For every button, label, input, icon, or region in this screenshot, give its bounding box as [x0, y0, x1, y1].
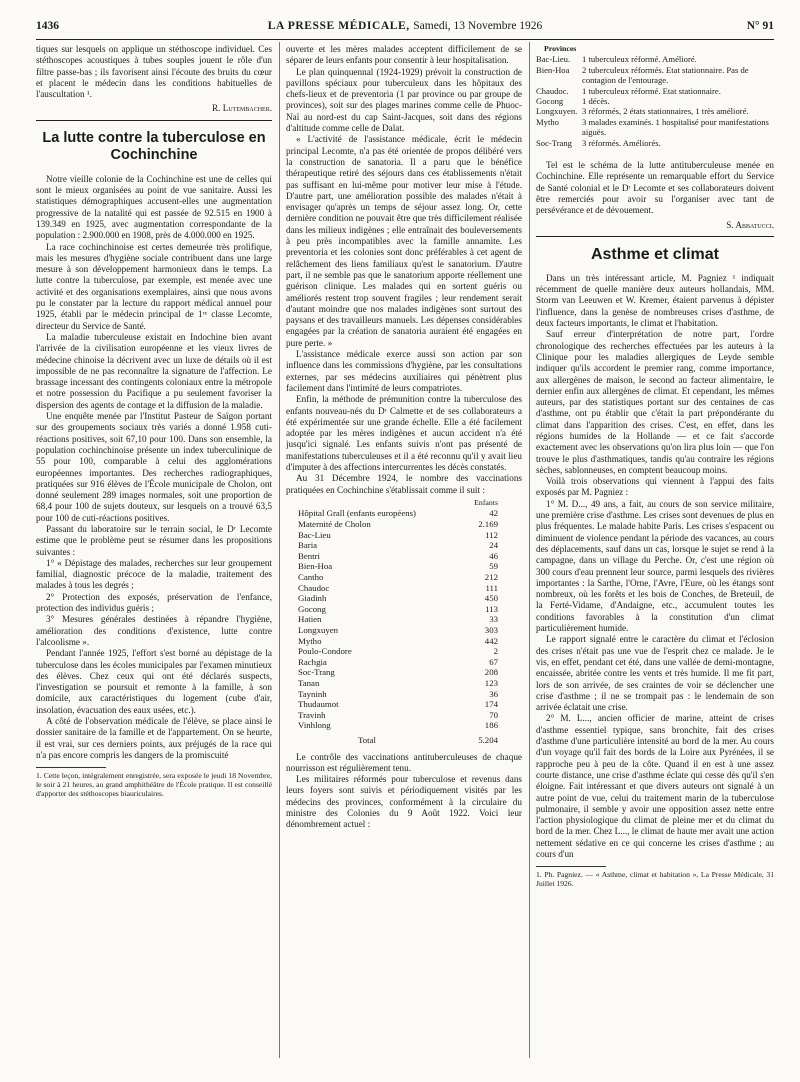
table-row	[298, 604, 498, 615]
province-status: 1 tuberculeux réformé. Etat stationnaire.	[582, 85, 721, 96]
province-status: 3 réformés. Améliorés.	[582, 137, 661, 148]
table-row	[298, 720, 498, 731]
vaccination-place: Baria	[298, 540, 318, 551]
paragraph: Le contrôle des vaccinations antituberculeuses de chaque nourrisson est régulièrement tenu.	[286, 751, 522, 773]
page-number: 1436	[36, 20, 59, 32]
paragraph: ouverte et les mères malades acceptent difficilement de se séparer de leurs enfants pour consentir à leur hospitalisation.	[286, 44, 522, 66]
table-row	[298, 530, 498, 541]
table-row	[298, 710, 498, 721]
footnote-rule	[536, 866, 606, 867]
province-status: 1 décès.	[582, 96, 610, 107]
table-row	[298, 508, 498, 519]
paragraph: Notre vieille colonie de la Cochinchine est une de celles qui sont le mieux organisées au point de vue sanitaire. Aussi les statistiques démographiques accusent-elles une augmentation progressive de la natalité qui est passée de 92.515 en 1900 à 139.349 en 1925, avec augmentation correspondante de la population : 2.900.000 en 1908, près de 4.000.000 en 1925.	[36, 173, 272, 241]
vaccination-count: 174	[484, 699, 498, 710]
proposition-1: 1° « Dépistage des malades, recherches sur leur groupement familial, diagnostic précoce de la maladie, traitement des malades à tous les degrés ;	[36, 557, 272, 591]
paragraph: La race cochinchinoise est certes demeurée très prolifique, mais les mesures d'hygiène sociale contribuent dans une large mesure à son développement harmonieux dans le temps. La lutte contre la tuberculose, par exemple, est menée avec une activité et des organisations exemplaires, ainsi que nous avons pu le constater par la lecture du rapport médical annuel pour 1925, établi par le médecin principal de 1ʳᵉ classe Lecomte, directeur du Service de Santé.	[36, 241, 272, 331]
paragraph: Au 31 Décembre 1924, le nombre des vaccinations pratiquées en Cochinchine s'établissait comme il suit :	[286, 473, 522, 495]
table-row	[298, 646, 498, 657]
vaccination-place: Poulo-Condore	[298, 646, 352, 657]
paragraph: Sauf erreur d'interprétation de notre part, l'ordre chronologique des recherches effectuées par les auteurs à la Clinique pour les maladies allergiques de Leyde semble indiquer qu'ils accordent le premier rang, comme importance, aux allergènes de maison, le second au facteur alimentaire, le dernier enfin aux allergènes de climat. Et cependant, les mêmes auteurs, par des statistiques portant sur des centaines de cas d'asthme, ont pu établir que c'était la part prépondérante du climat dans l'apparition des crises. C'est, en effet, dans les régions humides de la Hollande — et ce fait s'accorde exactement avec les observations qu'on lira plus loin — que l'on trouve le plus d'asthmatiques, tandis qu'au contraire les régions sèches, sablonneuses, en comptent beaucoup moins.	[536, 329, 774, 475]
province-row	[536, 54, 774, 64]
table-row	[298, 678, 498, 689]
vaccination-place: Gocong	[298, 603, 326, 614]
vaccination-place: Chaudoc	[298, 582, 330, 593]
column-1	[36, 44, 272, 1054]
carryover-signature: R. Lutembacher.	[212, 103, 272, 114]
newspaper-page	[36, 18, 774, 1068]
vaccination-place: Giadinh	[298, 593, 327, 604]
vaccination-place: Bentri	[298, 550, 320, 561]
table-header-enfants: Enfants	[474, 497, 498, 507]
table-row	[298, 614, 498, 625]
provinces-header-row	[536, 44, 774, 54]
province-name: Bac-Lieu.	[536, 54, 571, 65]
vaccination-count: 36	[489, 688, 498, 699]
vaccination-count: 208	[484, 667, 498, 678]
table-row	[298, 667, 498, 678]
province-name: Gocong	[536, 96, 564, 107]
province-name: Soc-Trang	[536, 137, 572, 148]
total-value: 5.204	[478, 734, 498, 745]
column-2	[286, 44, 522, 1054]
vaccination-count: 123	[484, 677, 498, 688]
table-row	[298, 572, 498, 583]
vaccination-place: Thudaumot	[298, 699, 339, 710]
issue-number: N° 91	[746, 20, 774, 32]
column-rule-2	[529, 42, 530, 1058]
article-separator	[536, 236, 774, 237]
table-total-row	[298, 731, 498, 746]
province-name: Mytho	[536, 116, 559, 127]
province-row	[536, 65, 774, 86]
provinces-table	[536, 44, 774, 148]
vaccination-place: Cantho	[298, 572, 324, 583]
proposition-2: 2° Protection des exposés, préservation de l'enfance, protection des individus guéris ;	[36, 591, 272, 614]
column-rule-1	[279, 42, 280, 1058]
carryover-paragraph: tiques sur lesquels on applique un stéthoscope individuel. Ces stéthoscopes acoustiques à tubes souples jouent le rôle d'un filtre passe-bas ; ils favorisent ainsi l'écoute des bruits du cœur et placent le médecin dans les conditions habituelles de l'auscultation ¹.	[36, 44, 272, 100]
table-row	[298, 657, 498, 668]
vaccination-count: 303	[484, 625, 498, 635]
vaccination-place: Tanan	[298, 677, 320, 688]
paragraph: A côté de l'observation médicale de l'élève, se place ainsi le dossier sanitaire de la famille et de l'appartement. On se heurte, il est vrai, sur ces derniers points, aux préjugés de la race qui n'a pas encore compris les dangers de la promiscuité	[36, 716, 272, 760]
vaccination-count: 212	[484, 572, 498, 583]
paragraph: Enfin, la méthode de prémunition contre la tuberculose des enfants nouveau-nés du Dʳ Calmette et de ses collaborateurs a été expérimentée sur une grande échelle. Elle a été facilement adoptée par les mères indigènes et aucun accident n'a été jusqu'ici signalé. Les enfants suivis n'ont pas présenté de manifestations tuberculeuses et il a été reconnu qu'il y avait lieu d'imputer à des affections intercurrentes les décès constatés.	[286, 394, 522, 472]
table-row	[298, 551, 498, 562]
paragraph: La maladie tuberculeuse existait en Indochine bien avant l'arrivée de la civilisation européenne et les vieux livres de médecine chinoise la décrivent avec un luxe de détails où il est impossible de ne pas reconnaître la signature de l'affection. Le brassage incessant des contingents coloniaux entre la métropole et notre possession du Pacifique a pu seulement favoriser la dispersion des agents de contage et la diffusion de la maladie.	[36, 331, 272, 410]
paragraph: Une enquête menée par l'Institut Pasteur de Saïgon portant sur des groupements sociaux très variés a donné 1.958 cuti-réactions positives, soit 67,10 pour 100. Dans son ensemble, la population cochinchinoise présente un index tuberculinique de 55 pour 100, comparable à celui des agglomérations européennes importantes. Des recherches radiographiques, pratiquées sur 916 élèves de l'École municipale de Cholon, ont donné seulement 289 images normales, soit une proportion de 68,4 pour 100 de sujets douteux, sur lesquels on a trouvé 63,5 pour 100 de cuti-réactions positives.	[36, 411, 272, 523]
paragraph: Passant du laboratoire sur le terrain social, le Dʳ Lecomte estime que le problème peut se résumer dans les propositions suivantes :	[36, 523, 272, 557]
table-row	[298, 519, 498, 530]
province-name: Bien-Hoa	[536, 64, 570, 75]
province-name: Chaudoc.	[536, 85, 569, 96]
vaccination-place: Bac-Lieu	[298, 529, 331, 540]
vaccinations-table	[298, 498, 498, 746]
vaccination-count: 112	[485, 529, 498, 540]
paragraph: Le rapport signalé entre le caractère du climat et l'éclosion des crises n'était pas une vue de l'esprit chez ce malade. Je le vis, en effet, pendant cet été, dans une vallée de demi-montagne, encaissée, abritée contre les vents et très humide. Il me fit part, lors de son arrivée, de ses craintes de voir se déclencher une crise d'asthme ; il ne se trompait pas : le lendemain de son arrivée éclatait une crise.	[536, 634, 774, 713]
vaccination-count: 450	[484, 593, 498, 604]
province-row	[536, 96, 774, 106]
table-row	[298, 699, 498, 710]
vaccination-count: 24	[489, 540, 498, 551]
vaccination-place: Maternité de Cholon	[298, 519, 371, 530]
table-row	[298, 561, 498, 572]
journal-name: LA PRESSE MÉDICALE,	[267, 20, 410, 32]
vaccination-count: 42	[489, 508, 498, 519]
vaccination-count: 70	[489, 709, 498, 720]
total-label: Total	[358, 734, 376, 745]
paragraph: Pendant l'année 1925, l'effort s'est borné au dépistage de la tuberculose dans les écoles municipales par l'examen minutieux des élèves. Chez ceux qui ont été déclarés suspects, l'investigation se poursuit et remonte à la famille, à son domicile, aux caractéristiques du logement (cube d'air, insolation, évacuation des eaux usées, etc.).	[36, 648, 272, 715]
vaccination-count: 46	[489, 550, 498, 561]
observation-1: 1° M. D..., 49 ans, a fait, au cours de son service militaire, une première crise d'asthme. Les crises sont devenues de plus en plus fréquentes. Le malade habite Paris. Les crises s'espacent ou diminuent de violence pendant la période des vacances, au cours des déplacements, sauf dans un cas, lorsque le sujet se rend à la campagne, dans un village du Perche. Or, c'est une région où 300 cours d'eau prennent leur source, parmi lesquels des rivières importantes : la Sarthe, l'Orne, l'Avre, l'Eure, où les étangs sont nombreux, où les forêts et les bois de Conches, de Breteuil, de la Ferté-Vidame, d'Andaigne, etc., accumulent toutes les conditions favorables à la constitution d'un climat particulièrement humide.	[536, 498, 774, 634]
issue-date: Samedi, 13 Novembre 1926	[413, 20, 543, 32]
vaccination-count: 113	[485, 603, 498, 614]
table-row	[298, 636, 498, 647]
vaccination-count: 59	[489, 561, 498, 572]
province-status: 3 réformés, 2 états stationnaires, 1 très amélioré.	[582, 106, 749, 117]
conclusion-signature: S. Abbatucci.	[726, 219, 774, 230]
vaccination-count: 111	[485, 582, 498, 593]
province-name: Longxuyen.	[536, 106, 578, 117]
paragraph: Le plan quinquennal (1924-1929) prévoit la construction de pavillons spéciaux pour tuberculeux dans les hôpitaux des chefs-lieux et de preventoria (1 par province ou par groupe de provinces), soit sur des plages marines comme celle de Phuoc-Naï au nord-est du cap Saint-Jacques, soit dans des régions d'altitude comme celle de Dalat.	[286, 66, 522, 134]
header-rule	[36, 39, 774, 40]
footnote-rule	[36, 767, 106, 768]
vaccination-count: 442	[484, 635, 498, 646]
province-row	[536, 138, 774, 148]
vaccination-place: Rachgia	[298, 656, 327, 667]
article-title-asthme: Asthme et climat	[590, 245, 720, 263]
vaccination-place: Mytho	[298, 635, 322, 646]
conclusion-paragraph: Tel est le schéma de la lutte antituberculeuse menée en Cochinchine. Elle représente un remarquable effort du Service de Santé colonial et le Dʳ Lecomte et ses collaborateurs doivent être remerciés pour avoir su l'organiser avec tant de persévérance et de dévouement.	[536, 160, 774, 216]
vaccination-place: Bien-Hoa	[298, 561, 333, 572]
column-3	[536, 44, 774, 1054]
paragraph: Les militaires réformés pour tuberculose et revenus dans leurs foyers sont suivis et périodiquement visités par les médecins des provinces, conformément à la circulaire du ministre des Colonies du 9 Août 1922. Voici leur dénombrement actuel :	[286, 774, 522, 830]
province-row	[536, 117, 774, 138]
table-row	[298, 583, 498, 594]
footnote: 1. Cette leçon, intégralement enregistrée, sera exposée le jeudi 18 Novembre, le soir à 21 heures, au grand amphithéâtre de l'École pratique. Il est conseillé d'apporter des stéthoscopes biauriculaires.	[36, 771, 272, 799]
vaccination-place: Hatien	[298, 614, 322, 625]
vaccination-place: Hôpital Grall (enfants européens)	[298, 508, 416, 519]
article-separator	[36, 120, 272, 121]
quote-paragraph: « L'activité de l'assistance médicale, écrit le médecin principal Lecomte, n'a pas été orientée de propos délibéré vers la construction de sanatoria. Il a paru que le bénéfice thérapeutique retiré des séjours dans ces établissements n'était pas suffisant en lui-même pour motiver leur mise à l'étude. D'autre part, une amélioration possible des malades n'était à envisager qu'après un temps de séjour assez long. Or, cette dernière condition ne pouvait être que très difficilement réalisée dans les milieux indigènes ; elle entraînait des bouleversements à peu près incompatibles avec la famille annamite. Les preventoria et les colonies sont donc préférables à cet agent de relâchement des liens familiaux qu'est le sanatorium. D'autre part, il ne semble pas que le sanatorium apporte réellement une guérison clinique. Les malades qui en sortent guéris ou améliorés restent trop souvent fragiles ; leur rendement serait d'autant moindre que nos malades indigènes sont surtout des paysans et des travailleurs manuels. Les dépenses considérables engagées par la création de sanatoria auraient été engagées en pure perte. »	[286, 134, 522, 348]
vaccination-count: 33	[489, 614, 498, 625]
vaccination-count: 67	[489, 656, 498, 667]
paragraph: Voilà trois observations qui viennent à l'appui des faits exposés par M. Pagniez :	[536, 476, 774, 498]
table-header-row	[298, 498, 498, 509]
vaccination-place: Tayninh	[298, 688, 327, 699]
province-status: 3 malades examinés. 1 hospitalisé pour manifestations aiguës.	[582, 116, 769, 138]
table-row	[298, 540, 498, 551]
vaccination-place: Soc-Trang	[298, 667, 335, 678]
footnote: 1. Ph. Pagniez. — « Asthme, climat et habitation », La Presse Médicale, 31 Juillet 1926.	[536, 870, 774, 889]
provinces-header: Provinces	[544, 44, 577, 53]
table-row	[298, 593, 498, 604]
table-row	[298, 625, 498, 636]
proposition-3: 3° Mesures générales destinées à répandre l'hygiène, amélioration des conditions d'existence, lutte contre l'alcoolisme ».	[36, 614, 272, 647]
province-row	[536, 86, 774, 96]
observation-2: 2° M. L..., ancien officier de marine, atteint de crises d'asthme essentiel typique, sans bronchite, fait des crises d'asthme d'une particulière intensité au bord de la mer. Au cours d'un voyage qu'il fait des bords de la Loire aux Pyrénées, il se rapproche peu à peu de la côte. Quand il en est à une assez courte distance, une crise d'asthme éclate qui cesse dès qu'il s'en éloigne. Fait intéressant et que divers auteurs ont signalé à un autre point de vue, celui du traitement marin de la tuberculose pulmonaire, il semble y avoir une opposition assez nette entre l'action physiologique du climat de pleine mer et du climat du bord de la mer. Chez L..., le climat de haute mer avait une action nettement sédative en ce qui concerne les crises d'asthme ; au cours d'un	[536, 713, 774, 859]
province-status: 1 tuberculeux réformé. Amélioré.	[582, 54, 697, 65]
journal-masthead	[36, 21, 774, 32]
vaccination-count: 186	[484, 720, 498, 731]
article-title-tuberculose: La lutte contre la tuberculose en Cochinchine	[42, 129, 266, 163]
vaccination-place: Vinhlong	[298, 720, 331, 731]
vaccination-count: 2.169	[478, 519, 498, 530]
province-row	[536, 106, 774, 116]
vaccination-count: 2	[493, 646, 498, 657]
vaccination-place: Travinh	[298, 709, 326, 720]
province-status: 2 tuberculeux réformés. Etat stationnaire. Pas de contagion de l'entourage.	[582, 64, 749, 86]
paragraph: Dans un très intéressant article, M. Pagniez ¹ indiquait récemment de quelle manière deux auteurs hollandais, MM. Storm van Leeuwen et W. Kremer, étaient parvenus à dépister l'influence, dans la genèse de nombreuses crises d'asthme, de deux facteurs importants, le climat et l'habitation.	[536, 272, 774, 329]
vaccination-place: Longxuyen	[298, 625, 339, 635]
table-row	[298, 689, 498, 700]
running-header	[36, 18, 774, 36]
paragraph: L'assistance médicale exerce aussi son action par son influence dans les commissions d'hygiène, par les consultations externes, par ses médecins auxiliaires qui pénètrent plus facilement dans l'intimité de leurs compatriotes.	[286, 349, 522, 393]
